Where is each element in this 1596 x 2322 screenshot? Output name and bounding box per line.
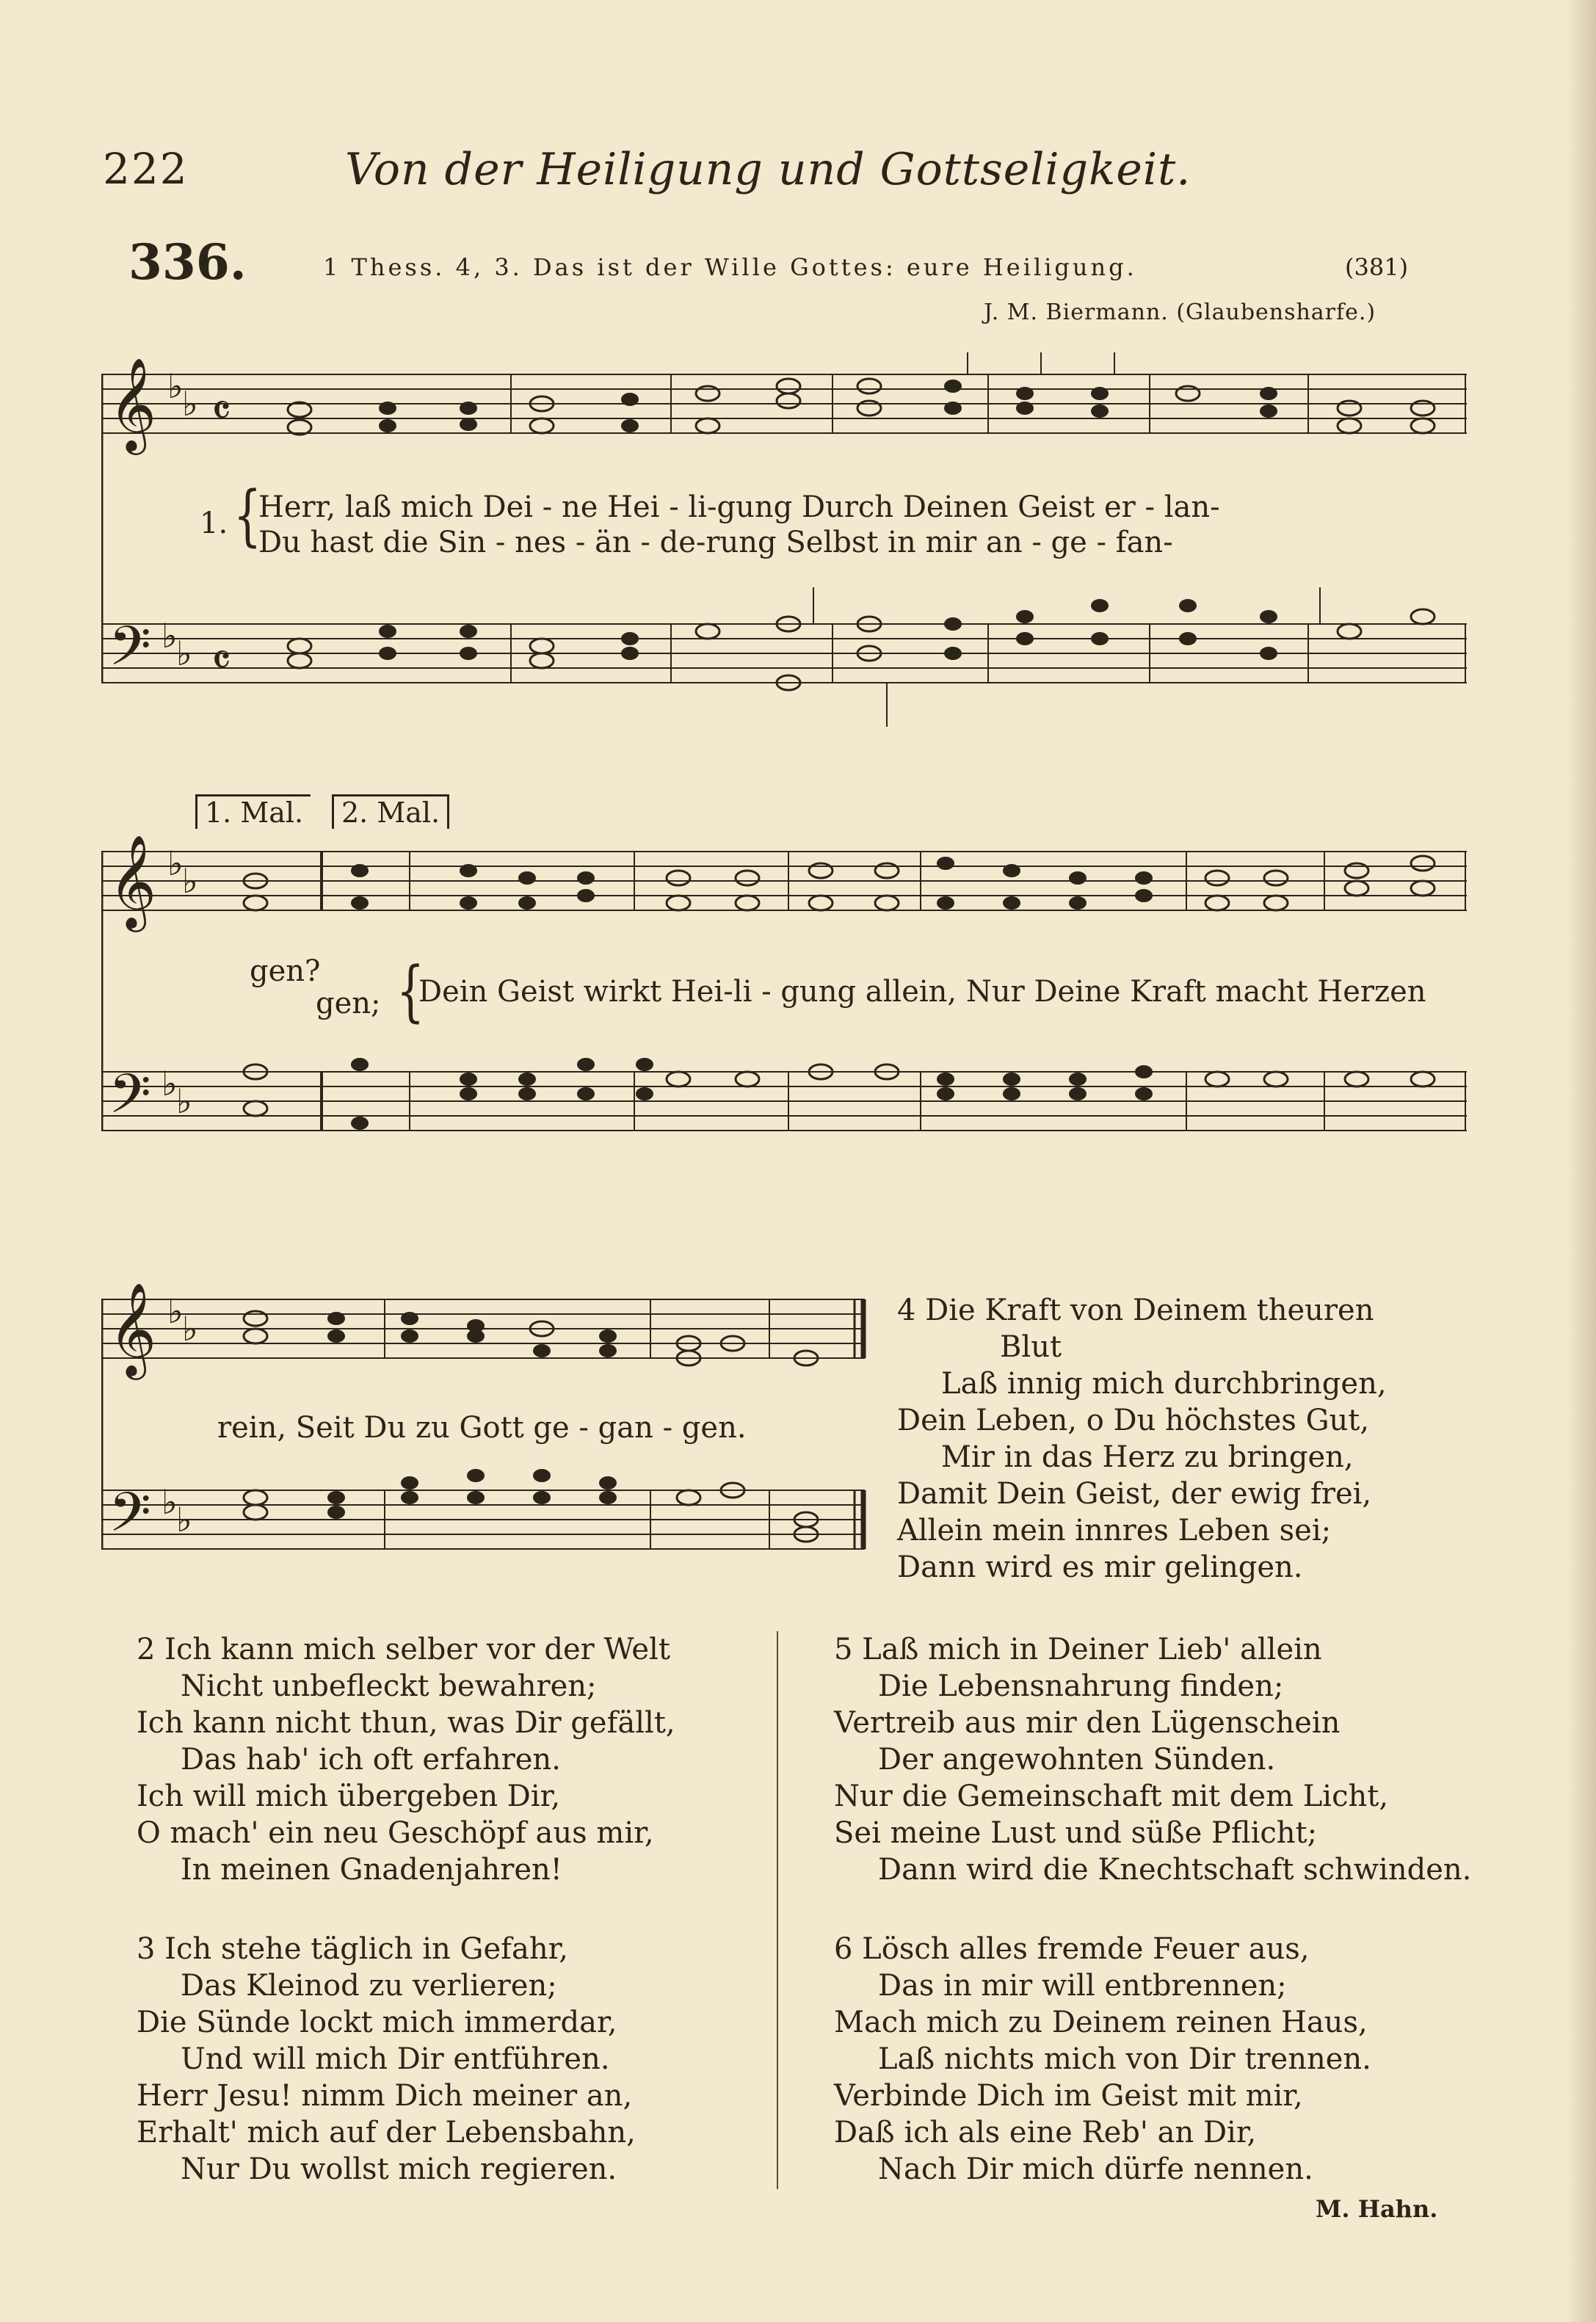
stanza-4 (897, 1292, 1387, 1586)
music-system-2 (101, 830, 1467, 1197)
stanza-line: Blut (1000, 1330, 1062, 1364)
svg-text:♭: ♭ (167, 1291, 184, 1331)
stanza-line: Ich kann nicht thun, was Dir gefällt, (137, 1706, 675, 1740)
stanza-line: Erhalt' mich auf der Lebensbahn, (137, 2116, 636, 2149)
svg-text:𝄴: 𝄴 (211, 385, 231, 437)
stanza-line: Mach mich zu Deinem reinen Haus, (834, 2006, 1368, 2039)
stanza-line: Herr Jesu! nimm Dich meiner an, (137, 2079, 633, 2113)
verse-number-1: 1. (200, 507, 228, 540)
stanza-line: Dann wird die Knechtschaft schwinden. (878, 1853, 1472, 1887)
svg-text:♭: ♭ (176, 1500, 192, 1539)
composer-credit: J. M. Biermann. (Glaubensharfe.) (984, 300, 1376, 325)
stanza-line: Dein Leben, o Du höchstes Gut, (897, 1404, 1370, 1437)
stanza-line: Sei meine Lust und süße Pflicht; (834, 1816, 1318, 1850)
svg-text:𝄢: 𝄢 (109, 1062, 151, 1139)
lyric-brace-2: { (396, 953, 425, 1031)
stanza-line: Daß ich als eine Reb' an Dir, (834, 2116, 1257, 2149)
stanza-line: Vertreib aus mir den Lügenschein (834, 1706, 1341, 1740)
page-number: 222 (103, 144, 189, 194)
stanza-line: Nicht unbefleckt bewahren; (181, 1669, 597, 1703)
lyrics-first-ending: gen? (250, 954, 321, 988)
stanza-line: 3 Ich stehe täglich in Gefahr, (137, 1932, 569, 1966)
stanza-line: Das hab' ich oft erfahren. (181, 1743, 561, 1777)
stanza-line: Das in mir will entbrennen; (878, 1969, 1287, 2003)
lyrics-second-ending: gen; (316, 987, 381, 1020)
hymn-number: 336. (128, 233, 247, 291)
stanza-line: In meinen Gnadenjahren! (181, 1853, 562, 1887)
stanza-line: Laß innig mich durchbringen, (941, 1367, 1387, 1401)
svg-text:♭: ♭ (167, 366, 184, 406)
svg-text:♭: ♭ (182, 1309, 198, 1349)
stanza-line: Und will mich Dir entführen. (181, 2042, 610, 2076)
lyrics-line-1: Herr, laß mich Dei - ne Hei - li-gung Durch Deinen Geist er - lan- (258, 490, 1220, 524)
stanza-line: Mir in das Herz zu bringen, (941, 1440, 1354, 1474)
stanza-line: Das Kleinod zu verlieren; (181, 1969, 557, 2003)
volta-second-ending: 2. Mal. (332, 794, 449, 829)
lyrics-line-3: Dein Geist wirkt Hei-li - gung allein, Nur Deine Kraft macht Herzen (418, 975, 1426, 1009)
svg-text:♭: ♭ (162, 616, 178, 656)
svg-text:𝄞: 𝄞 (109, 834, 157, 928)
text-author: M. Hahn. (1316, 2195, 1438, 2223)
page-edge-shadow (1567, 0, 1596, 2322)
stanza-line: Nach Dir mich dürfe nennen. (878, 2152, 1313, 2186)
svg-text:♭: ♭ (182, 861, 198, 901)
score-system-2 (101, 830, 1467, 1197)
stanza-line: 4 Die Kraft von Deinem theuren (897, 1294, 1374, 1327)
running-title: Von der Heiligung und Gottseligkeit. (345, 144, 1191, 195)
column-divider (777, 1631, 778, 2189)
svg-text:𝄞: 𝄞 (109, 1282, 157, 1376)
stanza-line: Damit Dein Geist, der ewig frei, (897, 1477, 1372, 1511)
stanza-line: Allein mein innres Leben sei; (897, 1514, 1332, 1548)
stanza-line: 6 Lösch alles fremde Feuer aus, (834, 1932, 1310, 1966)
lyrics-line-4: rein, Seit Du zu Gott ge - gan - gen. (217, 1411, 747, 1445)
stanza-3 (137, 1931, 636, 2188)
stanza-2 (137, 1631, 675, 1888)
stanza-line: Nur die Gemeinschaft mit dem Licht, (834, 1779, 1389, 1813)
lyric-brace-1: { (233, 477, 262, 555)
tune-number: (381) (1345, 253, 1409, 281)
stanza-line: Der angewohnten Sünden. (878, 1743, 1276, 1777)
svg-text:𝄴: 𝄴 (211, 635, 231, 686)
stanza-5 (834, 1631, 1471, 1888)
svg-text:𝄢: 𝄢 (109, 614, 151, 692)
svg-text:♭: ♭ (176, 634, 192, 673)
stanza-line: 5 Laß mich in Deiner Lieb' allein (834, 1633, 1322, 1666)
svg-text:♭: ♭ (182, 384, 198, 424)
stanza-line: Verbinde Dich im Geist mit mir, (834, 2079, 1303, 2113)
stanza-line: Dann wird es mir gelingen. (897, 1550, 1303, 1584)
svg-text:𝄞: 𝄞 (109, 357, 157, 451)
stanza-line: Laß nichts mich von Dir trennen. (878, 2042, 1371, 2076)
svg-text:𝄢: 𝄢 (109, 1481, 151, 1558)
volta-first-ending: 1. Mal. (195, 794, 311, 829)
stanza-line: 2 Ich kann mich selber vor der Welt (137, 1633, 670, 1666)
stanza-line: Ich will mich übergeben Dir, (137, 1779, 561, 1813)
stanza-6 (834, 1931, 1371, 2188)
lyrics-line-2: Du hast die Sin - nes - än - de-rung Selbst in mir an - ge - fan- (258, 526, 1173, 559)
svg-text:♭: ♭ (176, 1081, 192, 1121)
svg-text:♭: ♭ (162, 1482, 178, 1522)
stanza-line: Die Sünde lockt mich immerdar, (137, 2006, 617, 2039)
svg-text:♭: ♭ (162, 1064, 178, 1103)
svg-text:♭: ♭ (167, 843, 184, 883)
stanza-line: O mach' ein neu Geschöpf aus mir, (137, 1816, 654, 1850)
stanza-line: Die Lebensnahrung finden; (878, 1669, 1284, 1703)
stanza-line: Nur Du wollst mich regieren. (181, 2152, 617, 2186)
scripture-reference: 1 Thess. 4, 3. Das ist der Wille Gottes: eure Heiligung. (323, 253, 1137, 281)
